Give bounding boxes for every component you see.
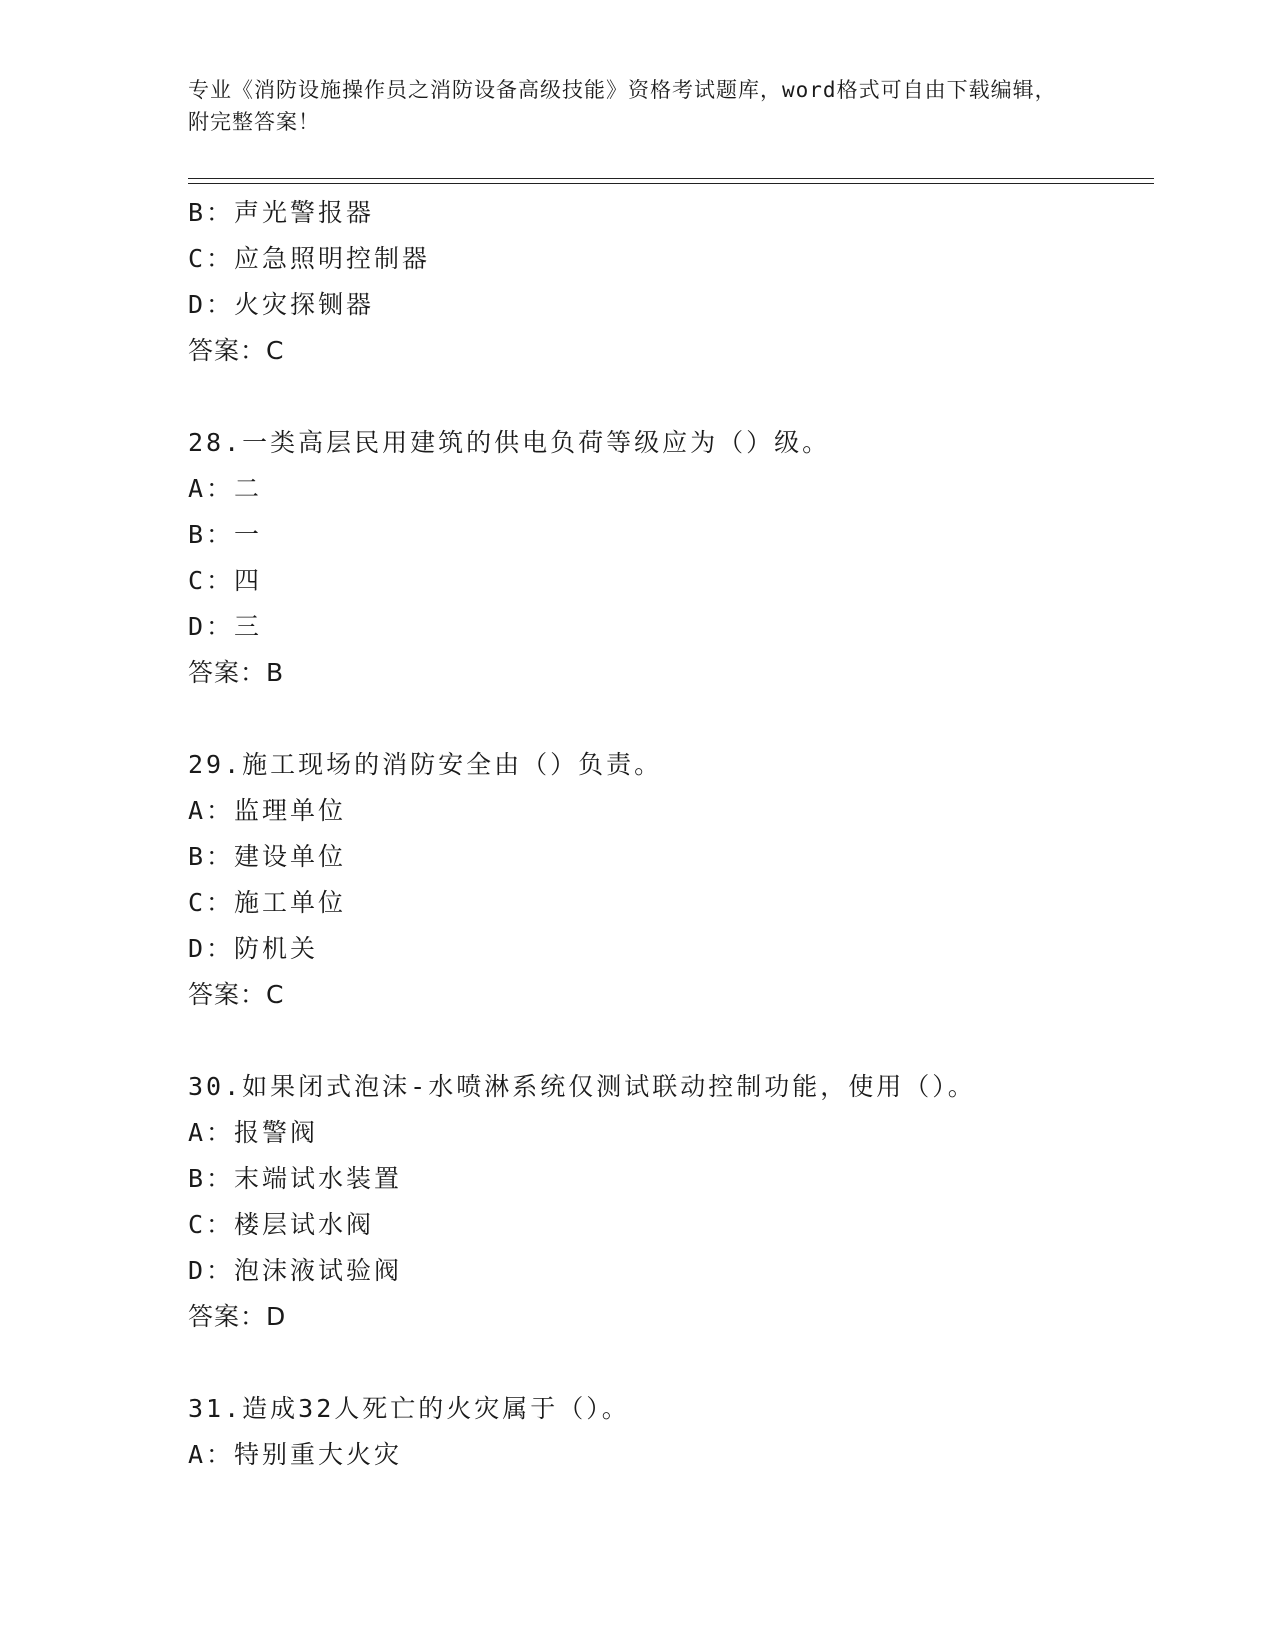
spacer <box>188 1018 1154 1064</box>
option-d: D：火灾探铡器 <box>188 290 375 319</box>
option-a: A：二 <box>188 474 263 503</box>
question-stem: 31.造成32人死亡的火灾属于（）。 <box>188 1394 630 1423</box>
spacer <box>188 1340 1154 1386</box>
question-31 <box>188 1386 1154 1478</box>
question-30 <box>188 1064 1154 1340</box>
spacer <box>188 696 1154 742</box>
option-b: B：建设单位 <box>188 842 347 871</box>
option-c: C：应急照明控制器 <box>188 244 431 273</box>
option-a: A：监理单位 <box>188 796 347 825</box>
answer-line: 答案：B <box>188 658 285 687</box>
option-c: C：施工单位 <box>188 888 347 917</box>
option-b: B：一 <box>188 520 263 549</box>
spacer <box>188 374 1154 420</box>
option-d: D：泡沫液试验阀 <box>188 1256 403 1285</box>
option-a: A：特别重大火灾 <box>188 1440 403 1469</box>
header-divider-top <box>188 178 1154 179</box>
option-d: D：三 <box>188 612 263 641</box>
option-a: A：报警阀 <box>188 1118 319 1147</box>
question-stem: 28.一类高层民用建筑的供电负荷等级应为（）级。 <box>188 428 831 457</box>
question-28 <box>188 420 1154 696</box>
question-27-continued <box>188 190 1154 374</box>
question-29 <box>188 742 1154 1018</box>
document-header: 专业《消防设施操作员之消防设备高级技能》资格考试题库，word格式可自由下载编辑，附完整答案！ <box>188 78 1057 134</box>
question-stem: 29.施工现场的消防安全由（）负责。 <box>188 750 663 779</box>
question-list <box>188 190 1154 1478</box>
option-c: C：四 <box>188 566 263 595</box>
option-b: B：末端试水装置 <box>188 1164 403 1193</box>
header-divider-bottom <box>188 183 1154 184</box>
question-stem: 30.如果闭式泡沫-水喷淋系统仅测试联动控制功能，使用（）。 <box>188 1072 976 1101</box>
option-b: B：声光警报器 <box>188 198 375 227</box>
answer-line: 答案：C <box>188 336 285 365</box>
answer-line: 答案：D <box>188 1302 287 1331</box>
answer-line: 答案：C <box>188 980 285 1009</box>
option-d: D：防机关 <box>188 934 319 963</box>
option-c: C：楼层试水阀 <box>188 1210 375 1239</box>
